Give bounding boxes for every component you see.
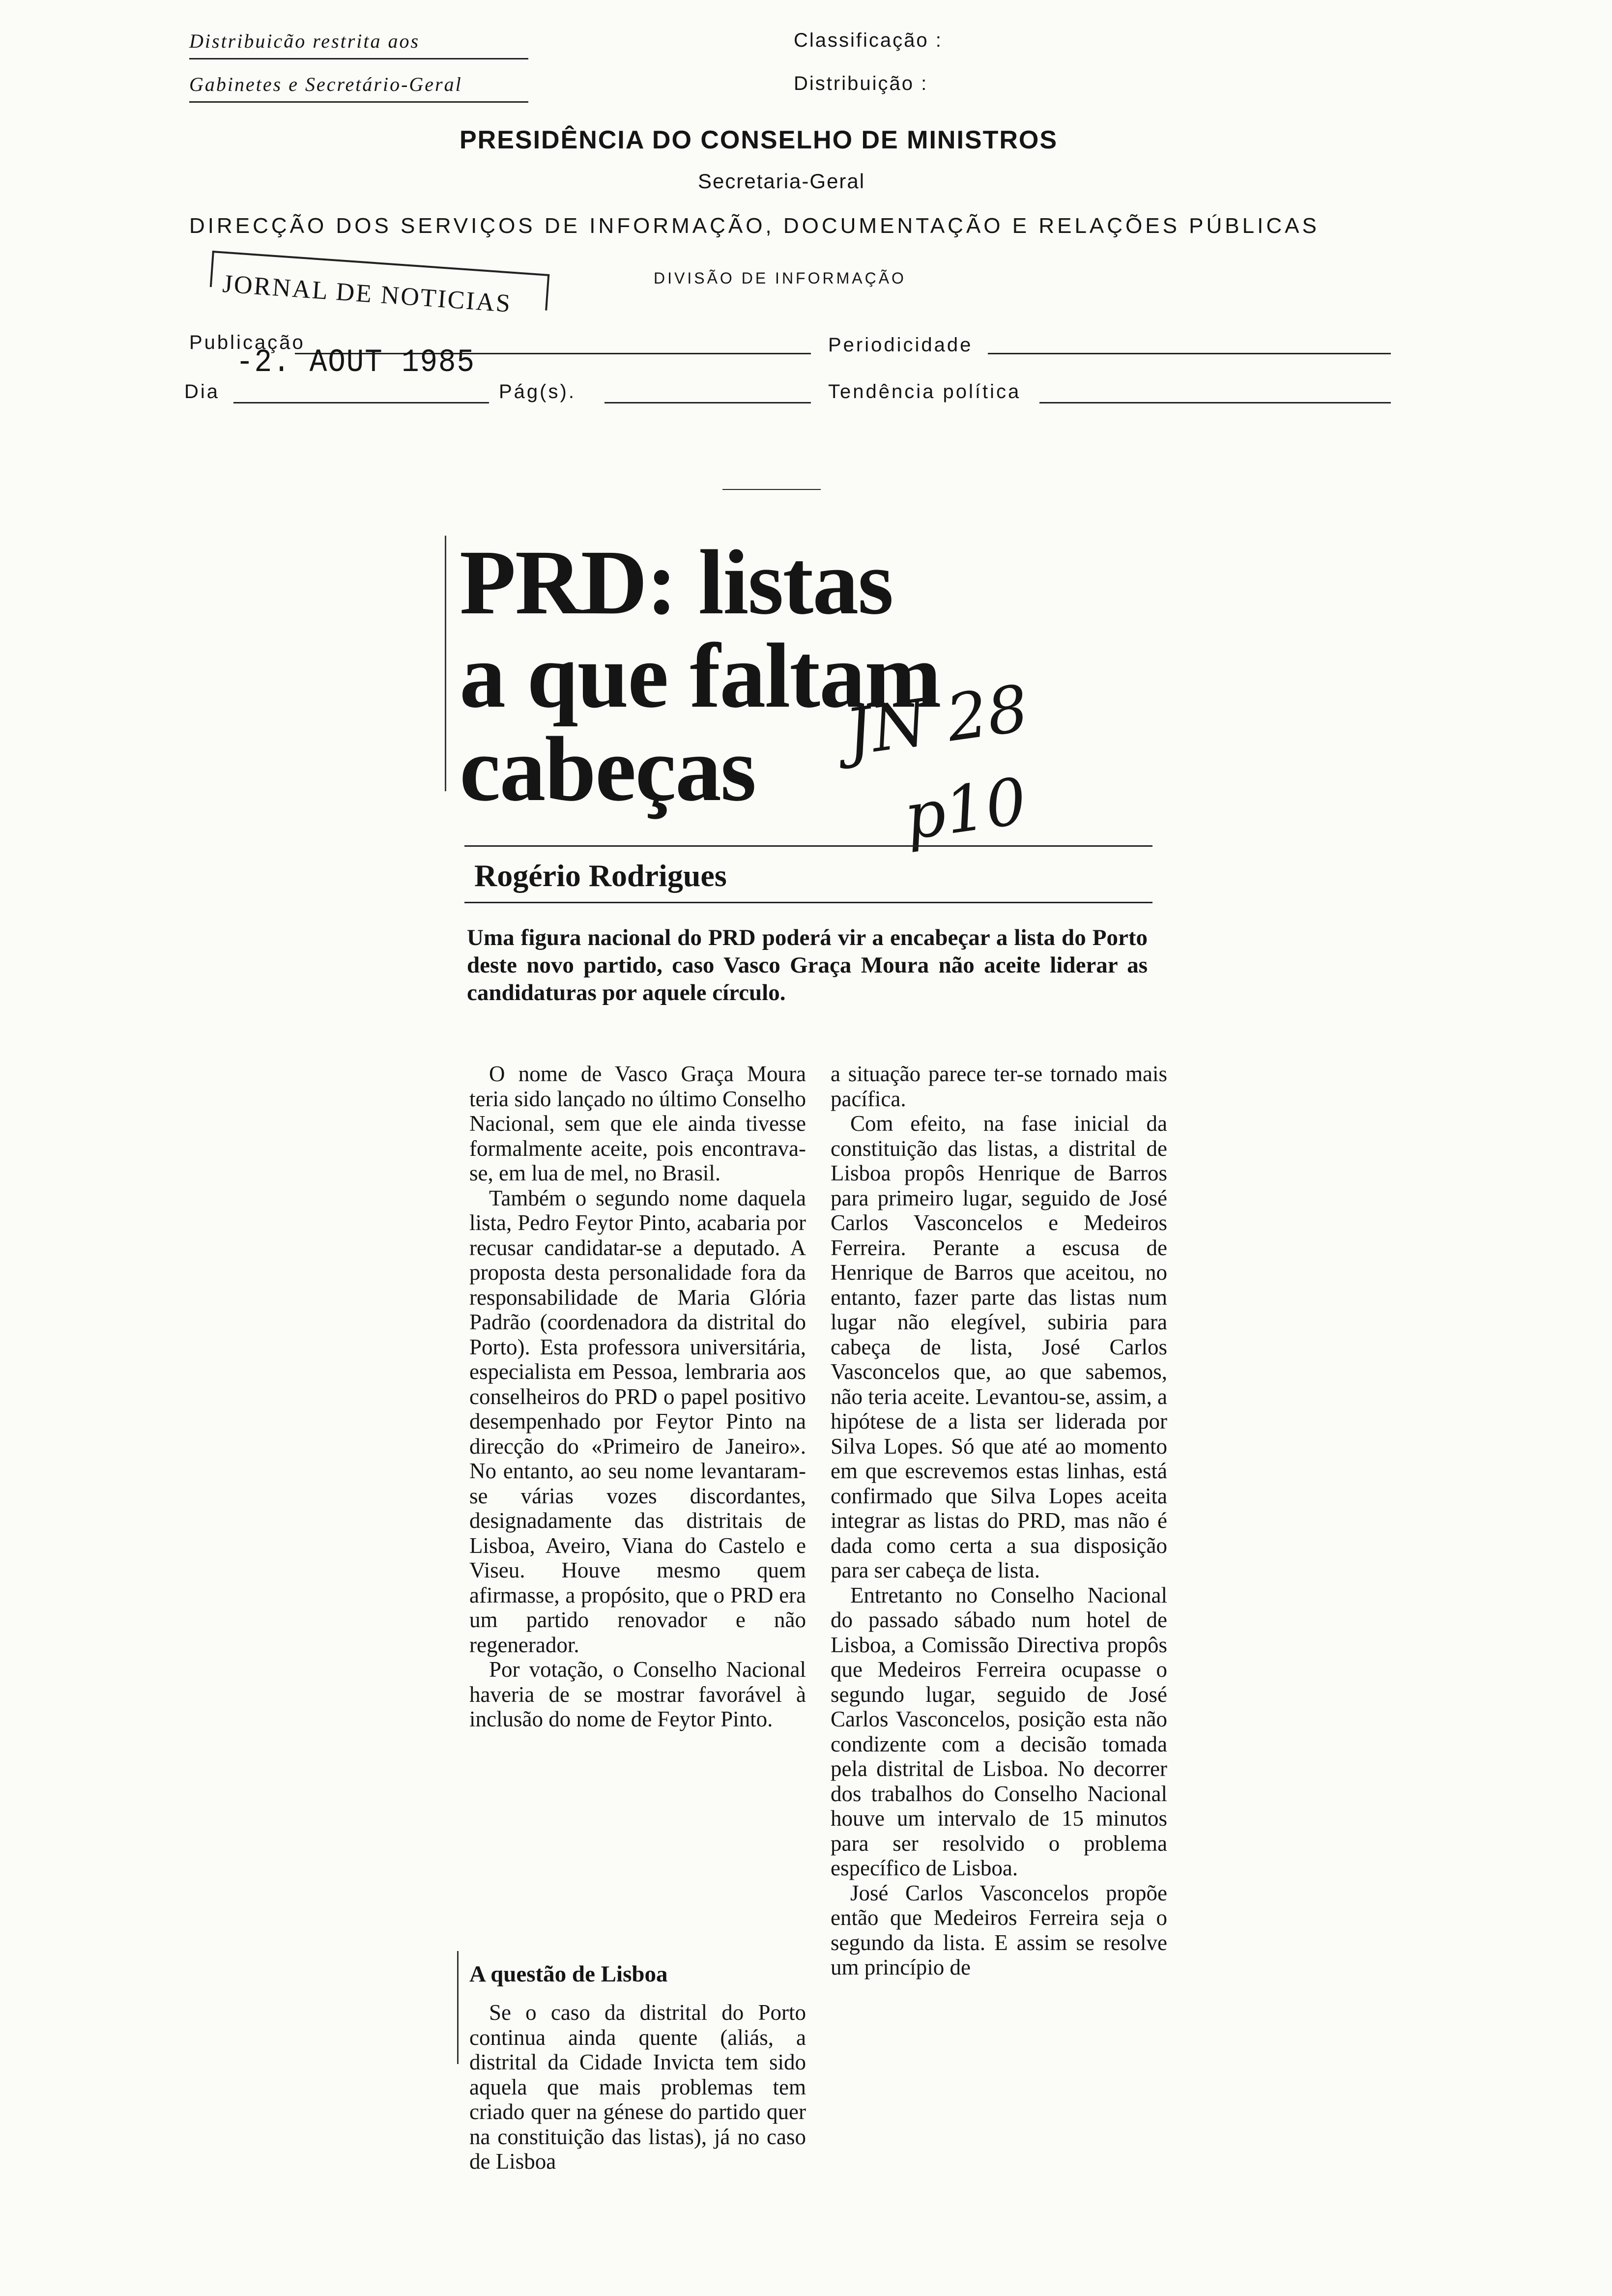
article-column-1b bbox=[469, 2000, 806, 2174]
day-label: Dia bbox=[184, 381, 220, 402]
headline-line-1: PRD: listas bbox=[460, 531, 893, 633]
paragraph: Entretanto no Conselho Nacional do passado sábado num hotel de Lisboa, a Comissão Directiva propôs que Medeiros Ferreira ocupasse o segundo lugar, seguido de José Carlos Vasconcelos, posição esta não condizente com a decisão tomada pela distrital de Lisboa. No decorrer dos trabalhos do Conselho Nacional houve um intervalo de 15 minutos para ser resolvido o problema específico de Lisboa. bbox=[831, 1582, 1167, 1880]
restriction-line-2: Gabinetes e Secretário-Geral bbox=[189, 73, 462, 95]
section-subhead: A questão de Lisboa bbox=[469, 1961, 668, 1987]
day-field bbox=[233, 402, 489, 403]
byline-bottom-rule bbox=[464, 902, 1152, 903]
top-ornament-rule bbox=[722, 489, 821, 490]
byline: Rogério Rodrigues bbox=[474, 858, 727, 893]
paragraph: Por votação, o Conselho Nacional haveria de se mostrar favorável à inclusão do nome de Feytor Pinto. bbox=[469, 1657, 806, 1731]
date-stamp: -2. AOUT 1985 bbox=[236, 344, 475, 381]
paragraph: Se o caso da distrital do Porto continua ainda quente (aliás, a distrital da Cidade Invicta tem sido aquela que mais problemas tem criado quer na génese do partido quer na constituição das listas), já no caso de Lisboa bbox=[469, 2000, 806, 2174]
subhead-left-rule bbox=[457, 1951, 459, 2064]
publication-stamp: JORNAL DE NOTICIAS bbox=[221, 269, 513, 318]
periodicity-field bbox=[988, 353, 1391, 354]
byline-top-rule bbox=[464, 845, 1152, 847]
publication-label: Publicação bbox=[189, 332, 305, 353]
headline-left-rule bbox=[445, 536, 446, 791]
presidency-title: PRESIDÊNCIA DO CONSELHO DE MINISTROS bbox=[460, 126, 1058, 154]
restriction-line-1: Distribuicão restrita aos bbox=[189, 30, 420, 52]
paragraph: O nome de Vasco Graça Moura teria sido lançado no último Conselho Nacional, sem que ele ainda tivesse formalmente aceite, pois encontrava-se, em lua de mel, no Brasil. bbox=[469, 1062, 806, 1185]
article-lead: Uma figura nacional do PRD poderá vir a encabeçar a lista do Porto deste novo partido, caso Vasco Graça Moura não aceite liderar as candidaturas por aquele círculo. bbox=[467, 925, 1148, 1005]
secretariat-title: Secretaria-Geral bbox=[698, 170, 865, 193]
handwritten-note-1: JN 28 bbox=[841, 670, 1033, 771]
headline-line-3: cabeças bbox=[460, 718, 756, 820]
tendency-label: Tendência política bbox=[828, 381, 1021, 402]
handwritten-note-2: p10 bbox=[899, 763, 1032, 855]
tendency-field bbox=[1039, 402, 1391, 403]
paragraph: a situação parece ter-se tornado mais pacífica. bbox=[831, 1062, 1167, 1111]
article-column-2 bbox=[831, 1062, 1167, 1980]
paragraph: José Carlos Vasconcelos propõe então que Medeiros Ferreira seja o segundo da lista. E assim se resolve um princípio de bbox=[831, 1880, 1167, 1980]
distribution-label: Distribuição : bbox=[794, 73, 928, 94]
paragraph: Também o segundo nome daquela lista, Pedro Feytor Pinto, acabaria por recusar candidatar-se a deputado. A proposta desta personalidade fora da responsabilidade de Maria Glória Padrão (coordenadora da distrital do Porto). Esta professora universitária, especialista em Pessoa, lembraria aos conselheiros do PRD o papel positivo desempenhado por Feytor Pinto na direcção do «Primeiro de Janeiro». No entanto, ao seu nome levantaram-se várias vozes discordantes, designadamente das distritais de Lisboa, Aveiro, Viana do Castelo e Viseu. Houve mesmo quem afirmasse, a propósito, que o PRD era um partido renovador e não regenerador. bbox=[469, 1185, 806, 1657]
periodicity-label: Periodicidade bbox=[828, 334, 973, 356]
article-column-1 bbox=[469, 1062, 806, 1732]
paragraph: Com efeito, na fase inicial da constituição das listas, a distrital de Lisboa propôs Henrique de Barros para primeiro lugar, seguido de José Carlos Vasconcelos e Medeiros Ferreira. Perante a escusa de Henrique de Barros que aceitou, no entanto, fazer parte das listas num lugar não elegível, subiria para cabeça de lista, José Carlos Vasconcelos que, ao que sabemos, não teria aceite. Levantou-se, assim, a hipótese de a lista ser liderada por Silva Lopes. Só que até ao momento em que escrevemos estas linhas, está confirmado que Silva Lopes aceita integrar as listas do PRD, mas não é dada como certa a sua disposição para ser cabeça de lista. bbox=[831, 1111, 1167, 1582]
pages-label: Pág(s). bbox=[499, 381, 576, 402]
pages-field bbox=[604, 402, 811, 403]
division-title: DIVISÃO DE INFORMAÇÃO bbox=[654, 269, 906, 287]
headline-line-2: a que faltam bbox=[460, 624, 941, 727]
directorate-title: DIRECÇÃO DOS SERVIÇOS DE INFORMAÇÃO, DOCUMENTAÇÃO E RELAÇÕES PÚBLICAS bbox=[189, 214, 1320, 238]
classification-label: Classificação : bbox=[794, 29, 943, 51]
